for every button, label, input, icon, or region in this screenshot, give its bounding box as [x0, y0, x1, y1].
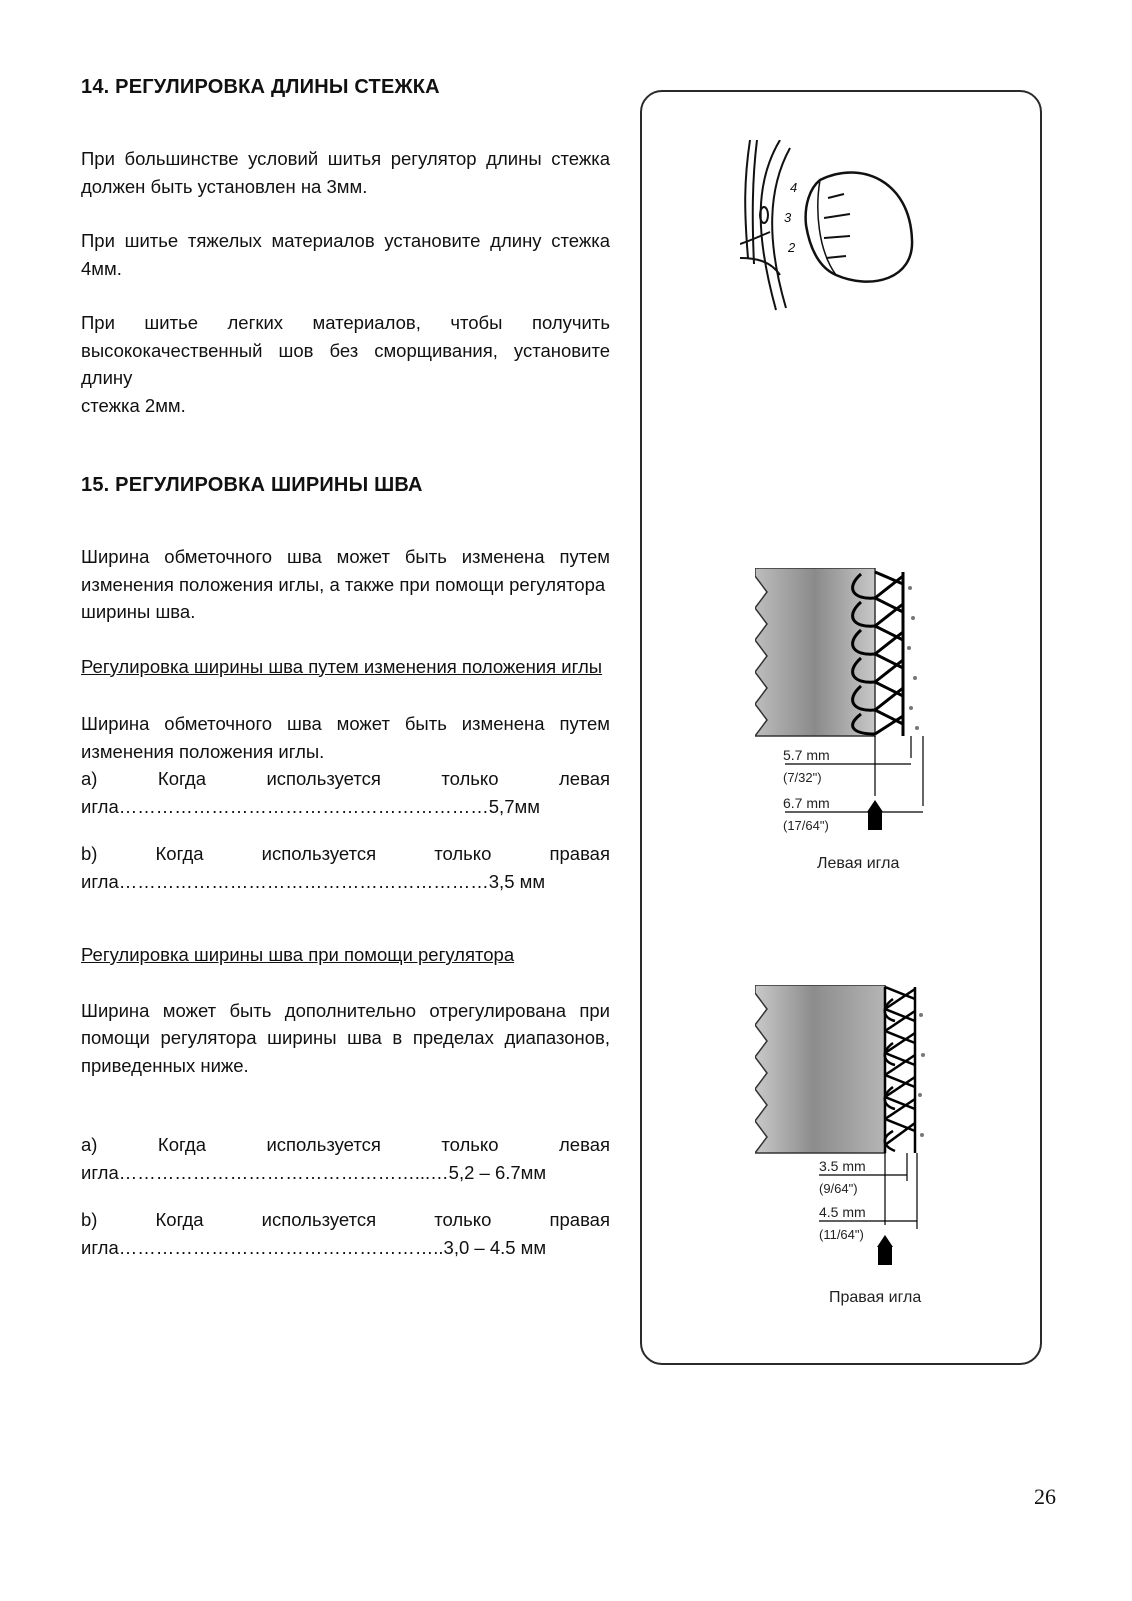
section-15-paragraph-1: Ширина обметочного шва может быть изменена путем изменения положения иглы, а также при помощи регулятора: [81, 546, 610, 595]
section-14-paragraph-3: При шитье легких материалов, чтобы получить высококачественный шов без сморщивания, установите длину: [81, 312, 610, 388]
right-needle-measure-1-inch: (9/64"): [819, 1181, 858, 1196]
dial-numbers: [740, 140, 930, 320]
text-column: [81, 76, 610, 1261]
dial-number-4: 4: [790, 180, 798, 195]
left-needle-caption: Левая игла: [817, 855, 900, 872]
right-needle-seam-illustration: [755, 985, 955, 1315]
right-needle-measure-2: 4.5 mm: [819, 1204, 866, 1220]
section-14-paragraph-1: При большинстве условий шитья регулятор длины стежка должен быть установлен на 3мм.: [81, 148, 610, 197]
right-needle-measure-1: 3.5 mm: [819, 1158, 866, 1174]
left-needle-width: а) Когда используется только левая игла……………………………………………………5,7мм: [81, 768, 610, 817]
left-needle-measure-2: 6.7 mm: [783, 795, 830, 811]
section-15-paragraph-1-end: ширины шва.: [81, 601, 196, 622]
left-needle-seam-illustration: [755, 568, 955, 888]
section-14-paragraph-2: При шитье тяжелых материалов установите длину стежка 4мм.: [81, 230, 610, 279]
section-15-title: 15. РЕГУЛИРОВКА ШИРИНЫ ШВА: [81, 474, 423, 496]
right-needle-measure-2-inch: (11/64"): [819, 1227, 864, 1242]
dial-number-2: 2: [788, 240, 796, 255]
page-number: 26: [1034, 1484, 1056, 1509]
section-15-paragraph-2: Ширина обметочного шва может быть изменена путем изменения положения иглы.: [81, 713, 610, 762]
subheading-needle-position: Регулировка ширины шва путем изменения положения иглы: [81, 655, 603, 677]
dial-number-3: 3: [784, 210, 792, 225]
right-needle-caption: Правая игла: [829, 1289, 922, 1306]
subheading-regulator: Регулировка ширины шва при помощи регулятора: [81, 944, 515, 965]
section-15-paragraph-3: Ширина может быть дополнительно отрегулирована при помощи регулятора ширины шва в пределах диапазонов, приведенных ниже.: [81, 999, 610, 1076]
right-needle-range: b) Когда используется только правая игла……………………………………………..3,0 – 4.5 мм: [81, 1209, 610, 1258]
left-needle-measure-1: 5.7 mm: [783, 747, 830, 763]
left-needle-measure-1-inch: (7/32"): [783, 770, 822, 785]
left-needle-range: а) Когда используется только левая игла…………………………………………...…5,2 – 6.7мм: [81, 1134, 610, 1183]
section-14-title: 14. РЕГУЛИРОВКА ДЛИНЫ СТЕЖКА: [81, 76, 440, 98]
section-14-paragraph-3-end: стежка 2мм.: [81, 394, 186, 416]
right-needle-width: b) Когда используется только правая игла……………………………………………………3,5 мм: [81, 843, 610, 892]
left-needle-measure-2-inch: (17/64"): [783, 818, 829, 833]
